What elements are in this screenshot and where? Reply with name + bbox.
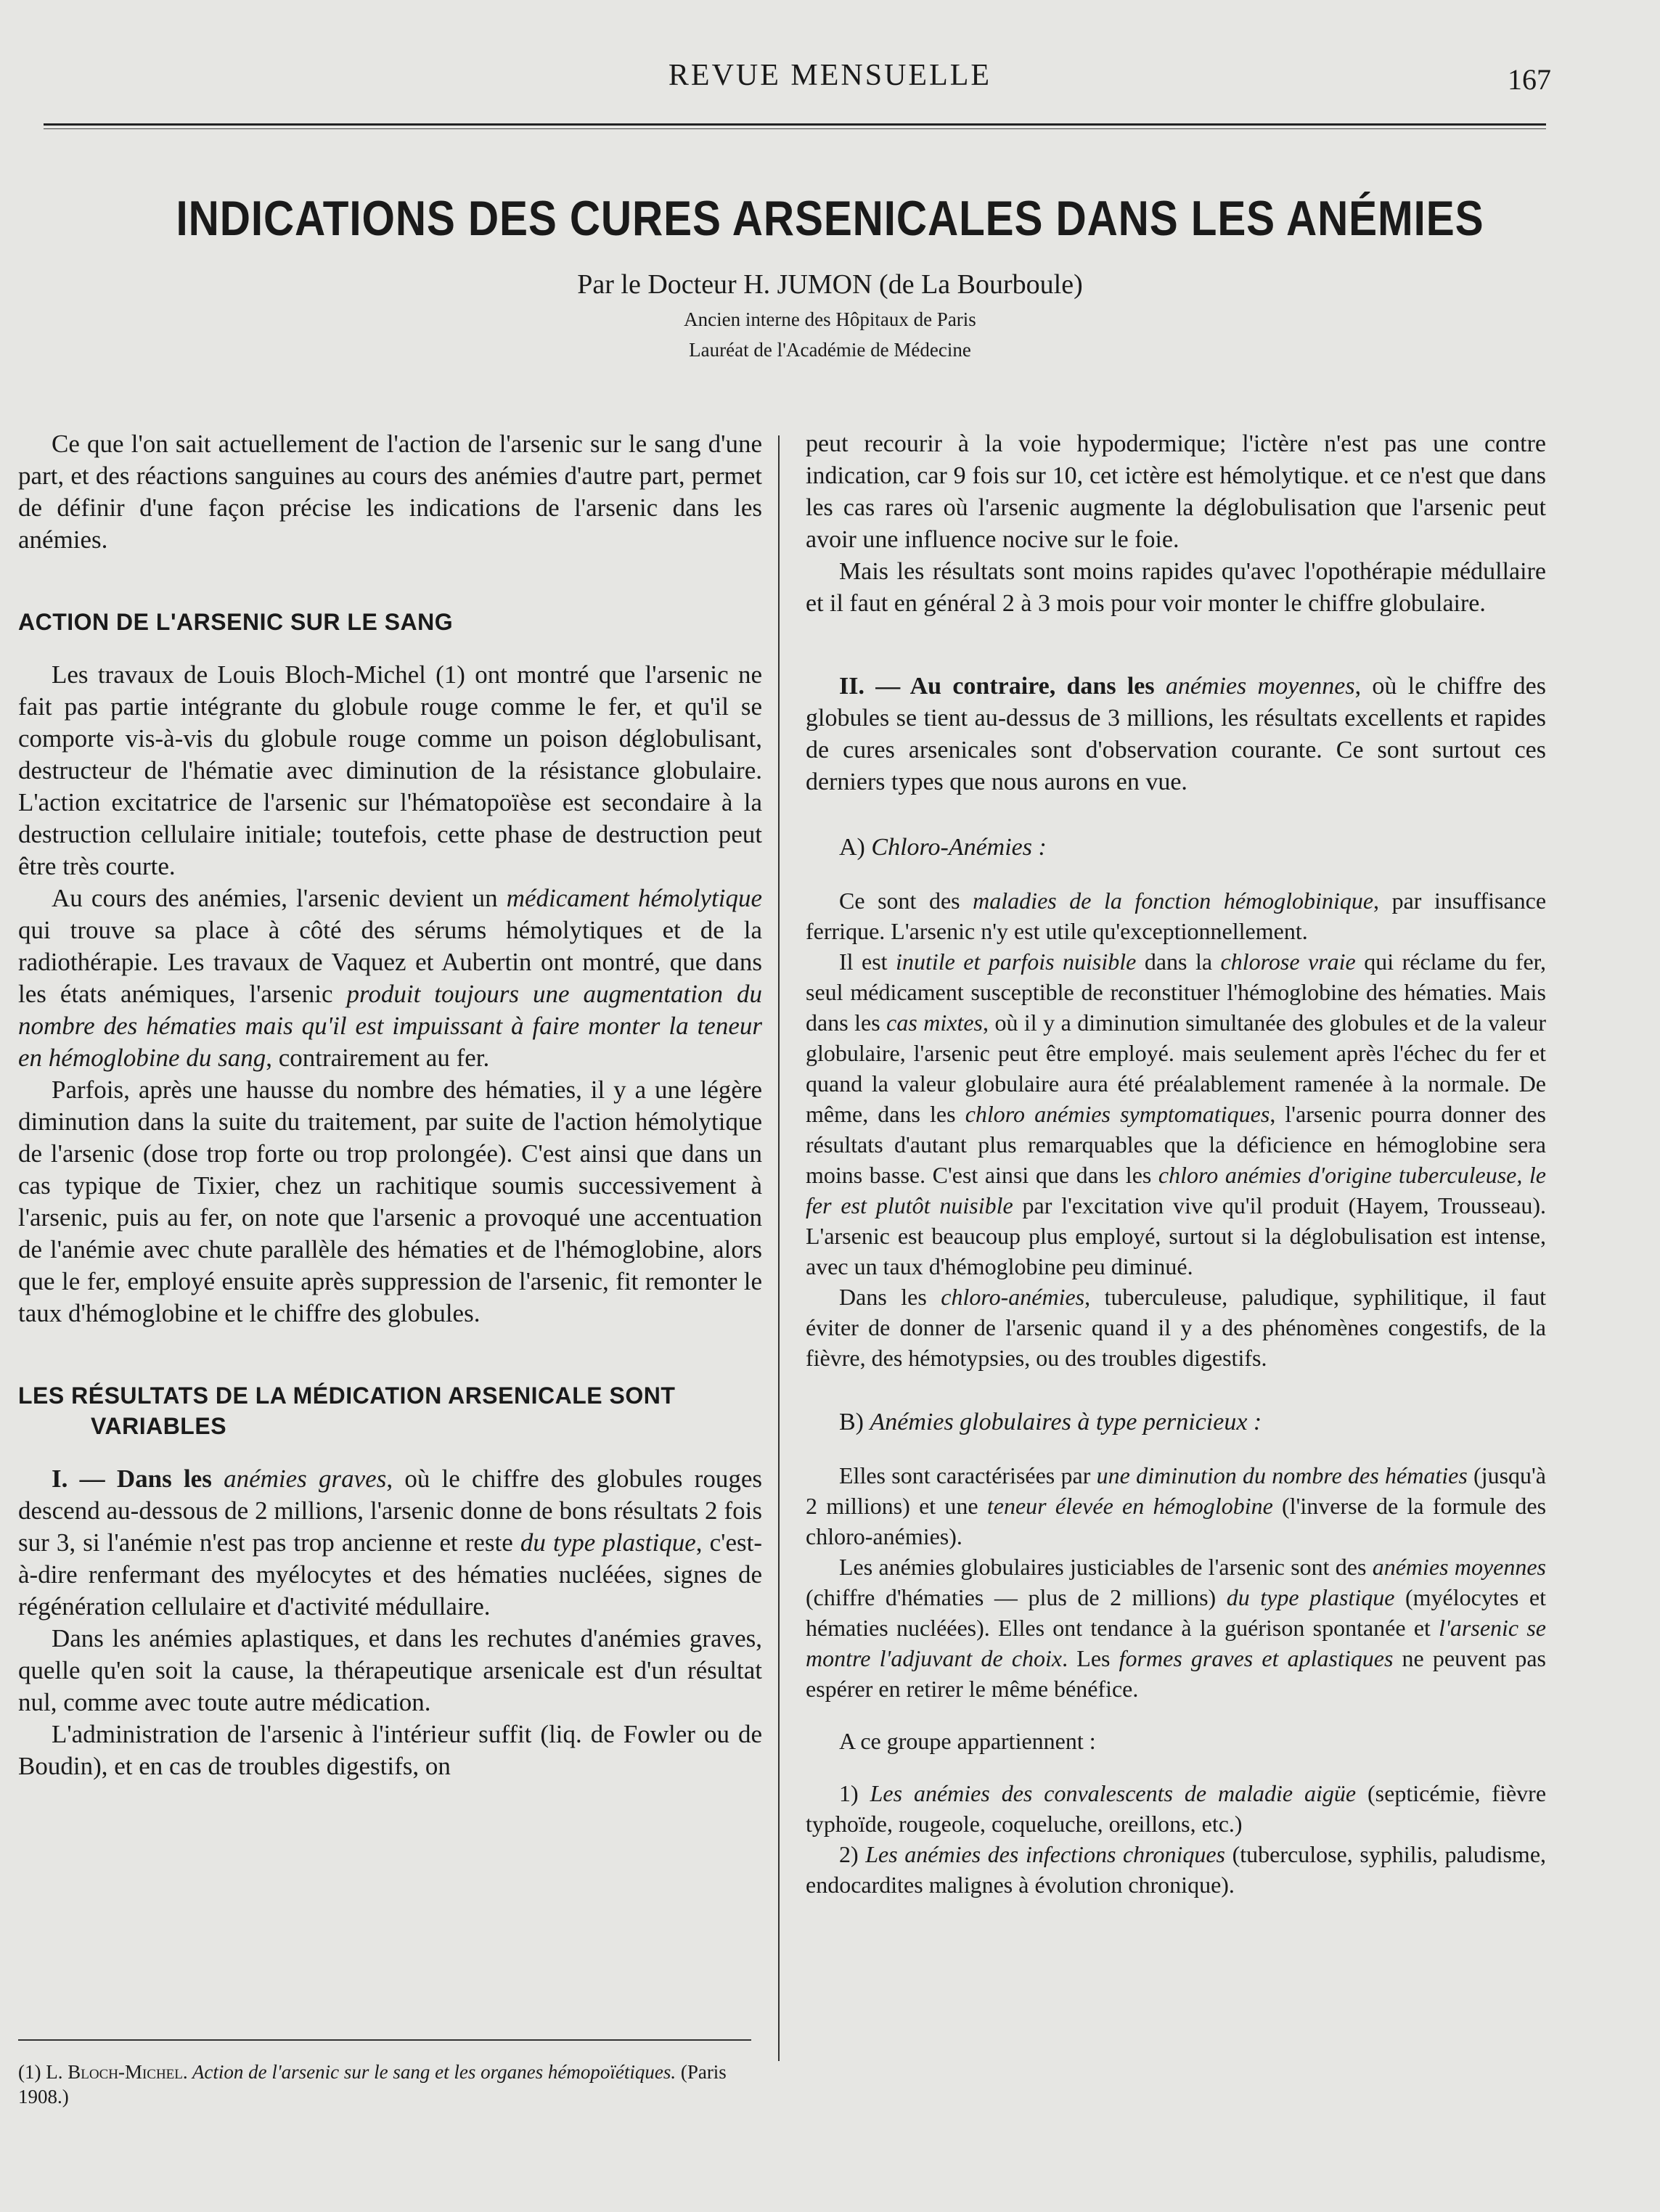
page-number: 167 — [1508, 63, 1551, 96]
paragraph: Parfois, après une hausse du nombre des hématies, il y a une légère diminution dans la suite du traitement, par suite de l'action hémolytique de l'arsenic (dose trop forte ou trop prolongée). C'est ainsi que dans un cas typique de Tixier, chez un rachitique soumis successivement à l'arsenic, puis au fer, on note que l'arsenic a provoqué une accentuation de l'anémie avec chute parallèle des hématies et de l'hémoglobine, alors que le fer, employé ensuite après suppression de l'arsenic, fit remonter le taux d'hémoglobine et le chiffre des globules. — [18, 1076, 762, 1327]
list-item: 2) Les anémies des infections chroniques (tuberculose, syphilis, paludisme, endocardites malignes à évolution chronique). — [806, 1841, 1546, 1898]
column-divider — [778, 435, 780, 2061]
paragraph: peut recourir à la voie hypodermique; l'ictère n'est pas une contre indication, car 9 fois sur 10, cet ictère est hémolytique. et ce n'est que dans les cas rares où l'arsenic augmente la déglobulisation que l'arsenic peut avoir une influence nocive sur le foie. — [806, 430, 1546, 553]
subheading-chloro-anemies: A) Chloro-Anémies : — [839, 834, 1047, 861]
paragraph: Ce sont des maladies de la fonction hémoglobinique, par insuffisance ferrique. L'arsenic n'y est utile qu'exceptionnellement. — [806, 888, 1546, 944]
running-header — [0, 58, 1660, 102]
paragraph: L'administration de l'arsenic à l'intérieur suffit (liq. de Fowler ou de Boudin), et en cas de troubles digestifs, on — [18, 1720, 762, 1780]
paragraph: Les travaux de Louis Bloch-Michel (1) ont montré que l'arsenic ne fait pas partie intégrante du globule rouge comme le fer, et qu'il se comporte vis-à-vis du globule rouge comme un poison déglobulisant, destructeur de l'hématie avec diminution de la résistance globulaire. L'action excitatrice de l'arsenic sur l'hématopoïèse est secondaire à la destruction cellulaire initiale; toutefois, cette phase de destruction peut être très courte. — [18, 660, 762, 880]
footnote-rule — [18, 2039, 751, 2041]
section-heading-resultats: LES RÉSULTATS DE LA MÉDICATION ARSENICALE SONT VARIABLES — [18, 1382, 676, 1439]
paragraph: Dans les anémies aplastiques, et dans les rechutes d'anémies graves, quelle qu'en soit la cause, la thérapeutique arsenicale est d'un résultat nul, comme avec toute autre médication. — [18, 1624, 762, 1716]
paragraph: Elles sont caractérisées par une diminution du nombre des hématies (jusqu'à 2 millions) et une teneur élevée en hémoglobine (l'inverse de la formule des chloro-anémies). — [806, 1462, 1546, 1549]
header-rule — [44, 123, 1546, 129]
left-column — [18, 428, 762, 2097]
list-item: 1) Les anémies des convalescents de maladie aigüe (septicémie, fièvre typhoïde, rougeole, coqueluche, oreillons, etc.) — [806, 1780, 1546, 1837]
paragraph: Il est inutile et parfois nuisible dans la chlorose vraie qui réclame du fer, seul médicament susceptible de reconstituer l'hémoglobine des hématies. Mais dans les cas mixtes, où il y a diminution simultanée des globules et de la valeur globulaire, l'arsenic peut être employé. mais seulement après l'échec du fer et quand la valeur globulaire aura été préalablement ramenée à la normale. De même, dans les chloro anémies symptomatiques, l'arsenic pourra donner des résultats d'autant plus remarquables que la déficience en hémoglobine sera moins basse. C'est ainsi que dans les chloro anémies d'origine tuberculeuse, le fer est plutôt nuisible par l'excitation vive qu'il produit (Hayem, Trousseau). L'arsenic est beaucoup plus employé, surtout si la déglobulisation est intense, avec un taux d'hémoglobine peu diminué. — [806, 949, 1546, 1279]
right-column — [806, 428, 1546, 2097]
author-byline: Par le Docteur H. JUMON (de La Bourboule) — [577, 269, 1083, 300]
paragraph: I. — Dans les anémies graves, où le chiffre des globules rouges descend au-dessous de 2 millions, l'arsenic donne de bons résultats 2 fois sur 3, si l'anémie n'est pas trop ancienne et reste du type plastique, c'est-à-dire renfermant des myélocytes et des hématies nucléées, signes de régénération cellulaire et d'activité médullaire. — [18, 1465, 762, 1621]
journal-name: REVUE MENSUELLE — [668, 59, 992, 92]
paragraph: II. — Au contraire, dans les anémies moyennes, où le chiffre des globules se tient au-dessus de 3 millions, les résultats excellents et rapides de cures arsenicales sont d'observation courante. Ce sont surtout ces derniers types que nous aurons en vue. — [806, 673, 1546, 795]
paragraph: Dans les chloro-anémies, tuberculeuse, paludique, syphilitique, il faut éviter de donner de l'arsenic quand il y a des phénomènes congestifs, de la fièvre, des hémotypsies, ou des troubles digestifs. — [806, 1284, 1546, 1371]
section-heading-action: ACTION DE L'ARSENIC SUR LE SANG — [18, 609, 454, 635]
author-affiliation-1: Ancien interne des Hôpitaux de Paris — [684, 308, 976, 330]
paragraph: Les anémies globulaires justiciables de l'arsenic sont des anémies moyennes (chiffre d'hématies — plus de 2 millions) du type plastique (myélocytes et hématies nucléées). Elles ont tendance à la guérison spontanée et l'arsenic se montre l'adjuvant de choix. Les formes graves et aplastiques ne peuvent pas espérer en retirer le même bénéfice. — [806, 1554, 1546, 1702]
paragraph: Au cours des anémies, l'arsenic devient un médicament hémolytique qui trouve sa place à côté des sérums hémolytiques et de la radiothérapie. Les travaux de Vaquez et Aubertin ont montré, que dans les états anémiques, l'arsenic produit toujours une augmentation du nombre des hématies mais qu'il est impuissant à faire monter la teneur en hémoglobine du sang, contrairement au fer. — [18, 884, 762, 1072]
paragraph: Mais les résultats sont moins rapides qu'avec l'opothérapie médullaire et il faut en général 2 à 3 mois pour voir monter le chiffre globulaire. — [806, 558, 1546, 617]
article-title: INDICATIONS DES CURES ARSENICALES DANS LES ANÉMIES — [176, 191, 1484, 246]
intro-paragraph: Ce que l'on sait actuellement de l'action de l'arsenic sur le sang d'une part, et des réactions sanguines au cours des anémies d'autre part, permet de définir d'une façon précise les indications de l'arsenic dans les anémies. — [18, 430, 762, 554]
author-affiliation-2: Lauréat de l'Académie de Médecine — [689, 339, 971, 361]
footnote: (1) L. Bloch-Michel. Action de l'arsenic sur le sang et les organes hémopoïétiques. (Paris 1908.) — [18, 2061, 727, 2107]
subheading-anemies-globulaires: B) Anémies globulaires à type pernicieux : — [839, 1409, 1262, 1435]
paragraph: A ce groupe appartiennent : — [839, 1728, 1096, 1754]
